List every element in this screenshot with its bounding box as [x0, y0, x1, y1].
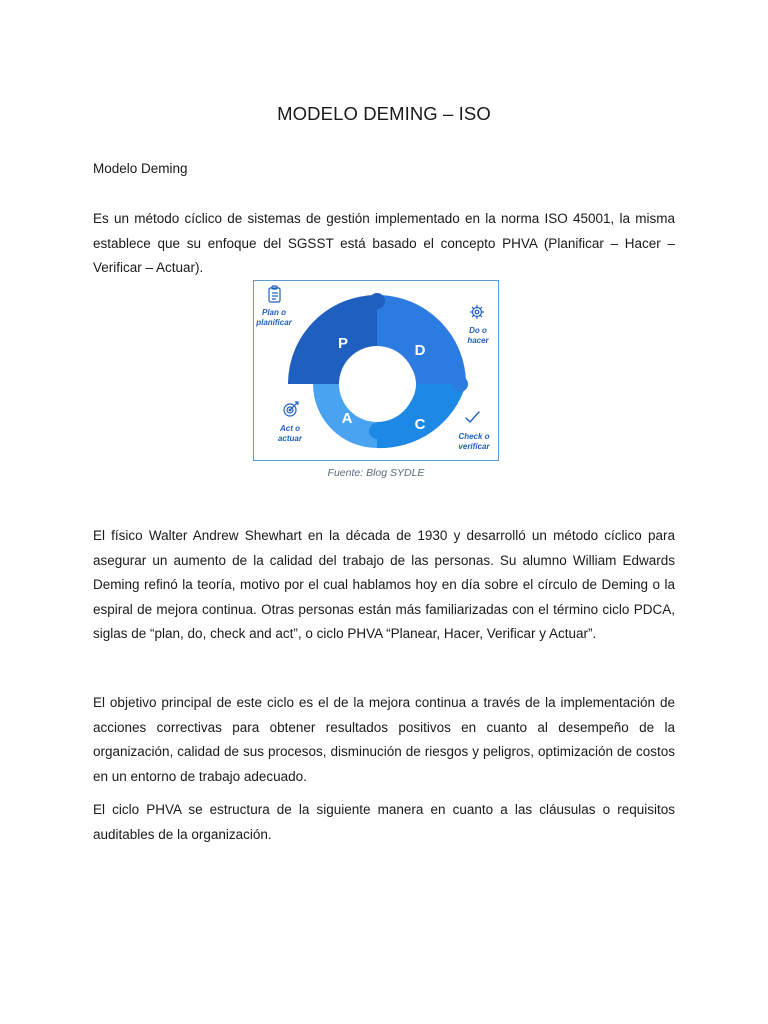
segment-a-label: A	[341, 410, 353, 427]
check-label-line2: verificar	[458, 442, 490, 451]
center-hole	[354, 353, 416, 415]
paragraph-history: El físico Walter Andrew Shewhart en la década de 1930 y desarrolló un método cíclico para asegurar un aumento de la calidad del trabajo de las personas. Su alumno William Edwards Deming refinó la teoría, motivo por el cual hablamos hoy en día sobre el círculo de Deming o la espiral de mejora continua. Otras personas están más familiarizadas con el término ciclo PDCA, siglas de “plan, do, check and act”, o ciclo PHVA “Planear, Hacer, Verificar y Actuar”.	[93, 528, 675, 641]
plan-label-line2: planificar	[256, 318, 292, 327]
paragraph-structure: El ciclo PHVA se estructura de la siguiente manera en cuanto a las cláusulas o requisitos auditables de la organización.	[93, 802, 675, 842]
do-label-line2: hacer	[467, 336, 489, 345]
plan-label-line1: Plan o	[261, 308, 287, 317]
figure-caption: Fuente: Blog SYDLE	[327, 467, 425, 479]
segment-d-label: D	[414, 342, 426, 359]
target-icon	[284, 402, 298, 416]
segment-p-label: P	[337, 335, 349, 352]
checkmark-icon	[466, 412, 479, 422]
section-subtitle: Modelo Deming	[93, 161, 188, 176]
segment-c-label: C	[414, 416, 426, 433]
check-label-line1: Check o	[458, 432, 490, 441]
notch-c	[369, 423, 385, 439]
notch-d	[452, 376, 468, 392]
do-label-line1: Do o	[469, 326, 487, 335]
paragraph-intro: Es un método cíclico de sistemas de gestión implementado en la norma ISO 45001, la misma establece que su enfoque del SGSST está basado el concepto PHVA (Planificar – Hacer – Verificar – Actuar).	[93, 211, 675, 275]
act-label-line2: actuar	[277, 434, 303, 443]
act-label-line1: Act o	[280, 424, 300, 433]
pdca-cycle-figure	[253, 280, 499, 461]
page-title: MODELO DEMING – ISO	[277, 103, 491, 124]
paragraph-objective: El objetivo principal de este ciclo es el de la mejora continua a través de la implementación de acciones correctivas para obtener resultados positivos en cuanto al desempeño de la organización, calidad de sus procesos, disminución de riesgos y peligros, optimización de costos en un entorno de trabajo adecuado.	[93, 695, 675, 784]
gear-icon	[470, 305, 484, 319]
clipboard-icon	[269, 286, 280, 302]
pdca-cycle-diagram	[254, 281, 500, 462]
notch-p	[369, 293, 385, 309]
